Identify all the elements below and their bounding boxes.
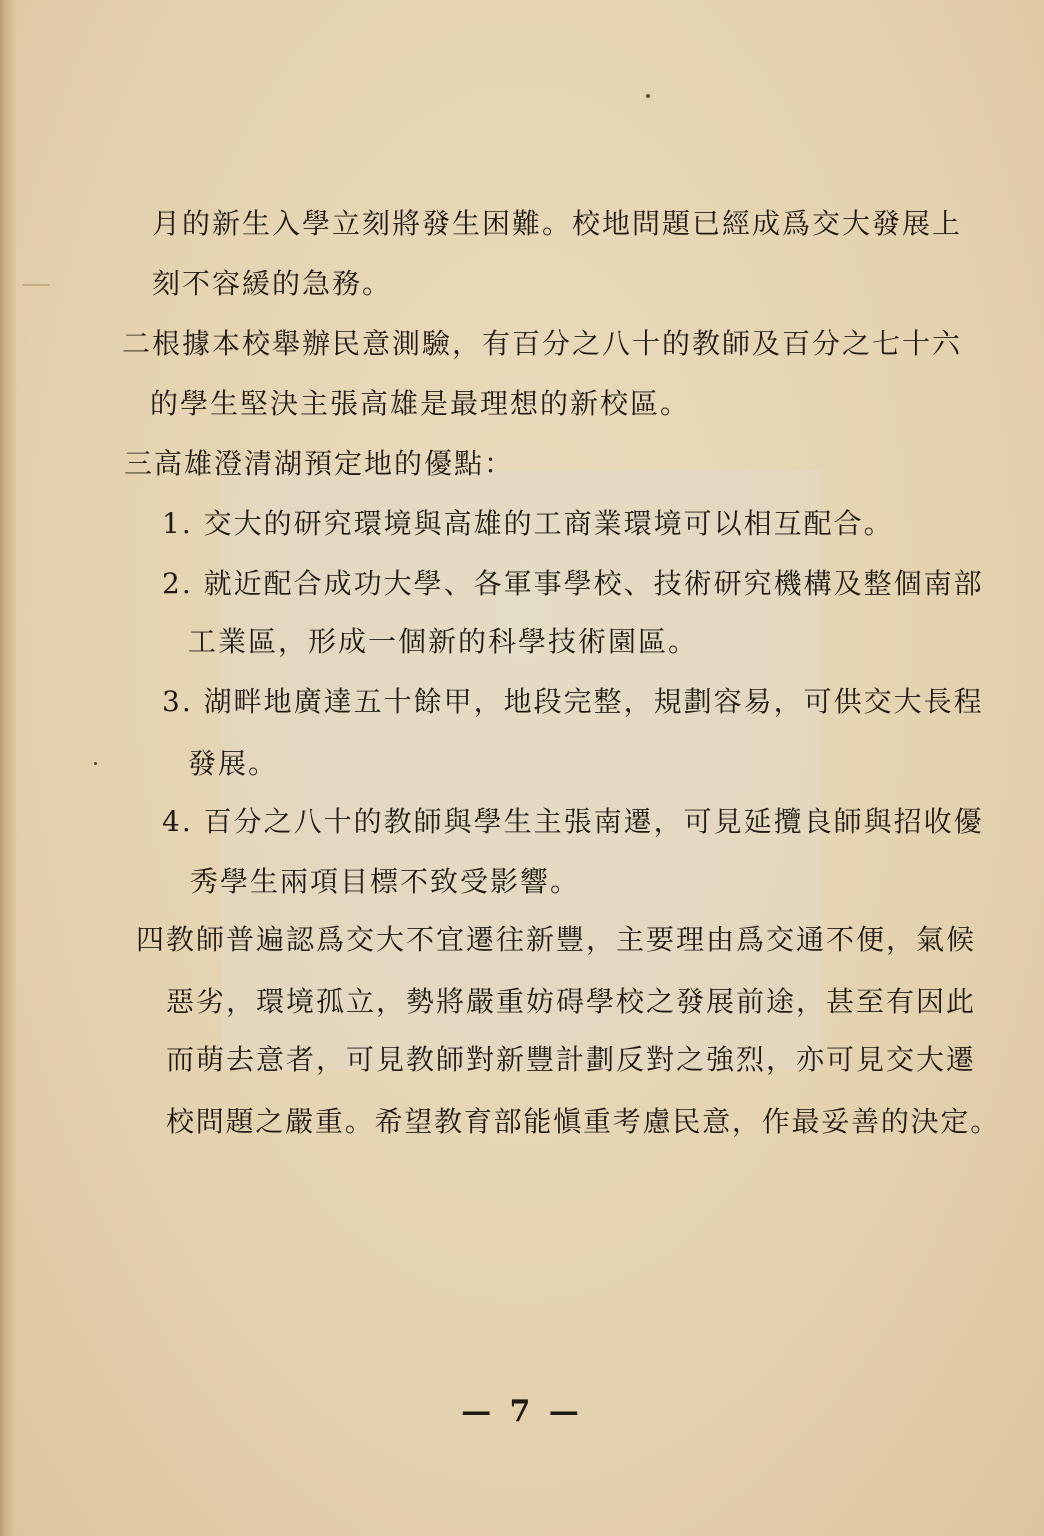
text-line-8: 工業區，形成一個新的科學技術園區。 xyxy=(188,625,699,658)
text-line-1: 月的新生入學立刻將發生困難。校地問題已經成爲交大發展上 xyxy=(152,207,963,240)
text-line-2: 刻不容緩的急務。 xyxy=(152,267,393,300)
text-line-10: 發展。 xyxy=(188,747,279,780)
page-number: — 7 — xyxy=(461,1394,583,1429)
page-binding-edge xyxy=(0,0,16,1536)
text-line-3: 二根據本校舉辦民意測驗，有百分之八十的教師及百分之七十六 xyxy=(122,327,963,360)
text-line-12: 秀學生兩項目標不致受影響。 xyxy=(190,865,581,898)
text-line-6: 1. 交大的研究環境與高雄的工商業環境可以相互配合。 xyxy=(162,507,894,540)
paper-speck xyxy=(646,94,650,98)
watermark-seal xyxy=(222,470,822,1070)
text-line-14: 惡劣，環境孤立，勢將嚴重妨碍學校之發展前途，甚至有因此 xyxy=(166,985,977,1018)
paper-speck xyxy=(94,762,97,765)
text-line-16: 校問題之嚴重。希望教育部能愼重考慮民意，作最妥善的決定。 xyxy=(166,1105,1001,1138)
text-line-15: 而萌去意者，可見教師對新豐計劃反對之強烈，亦可見交大遷 xyxy=(166,1043,977,1076)
text-line-4: 的學生堅決主張高雄是最理想的新校區。 xyxy=(150,387,691,420)
margin-mark xyxy=(22,284,50,286)
text-line-11: 4. 百分之八十的教師與學生主張南遷，可見延攬良師與招收優 xyxy=(162,805,984,838)
text-line-5: 三高雄澄清湖預定地的優點： xyxy=(124,447,515,480)
text-line-7: 2. 就近配合成功大學、各軍事學校、技術研究機構及整個南部 xyxy=(162,567,984,600)
text-line-13: 四教師普遍認爲交大不宜遷往新豐，主要理由爲交通不便，氣候 xyxy=(136,923,977,956)
text-line-9: 3. 湖畔地廣達五十餘甲，地段完整，規劃容易，可供交大長程 xyxy=(162,685,984,718)
